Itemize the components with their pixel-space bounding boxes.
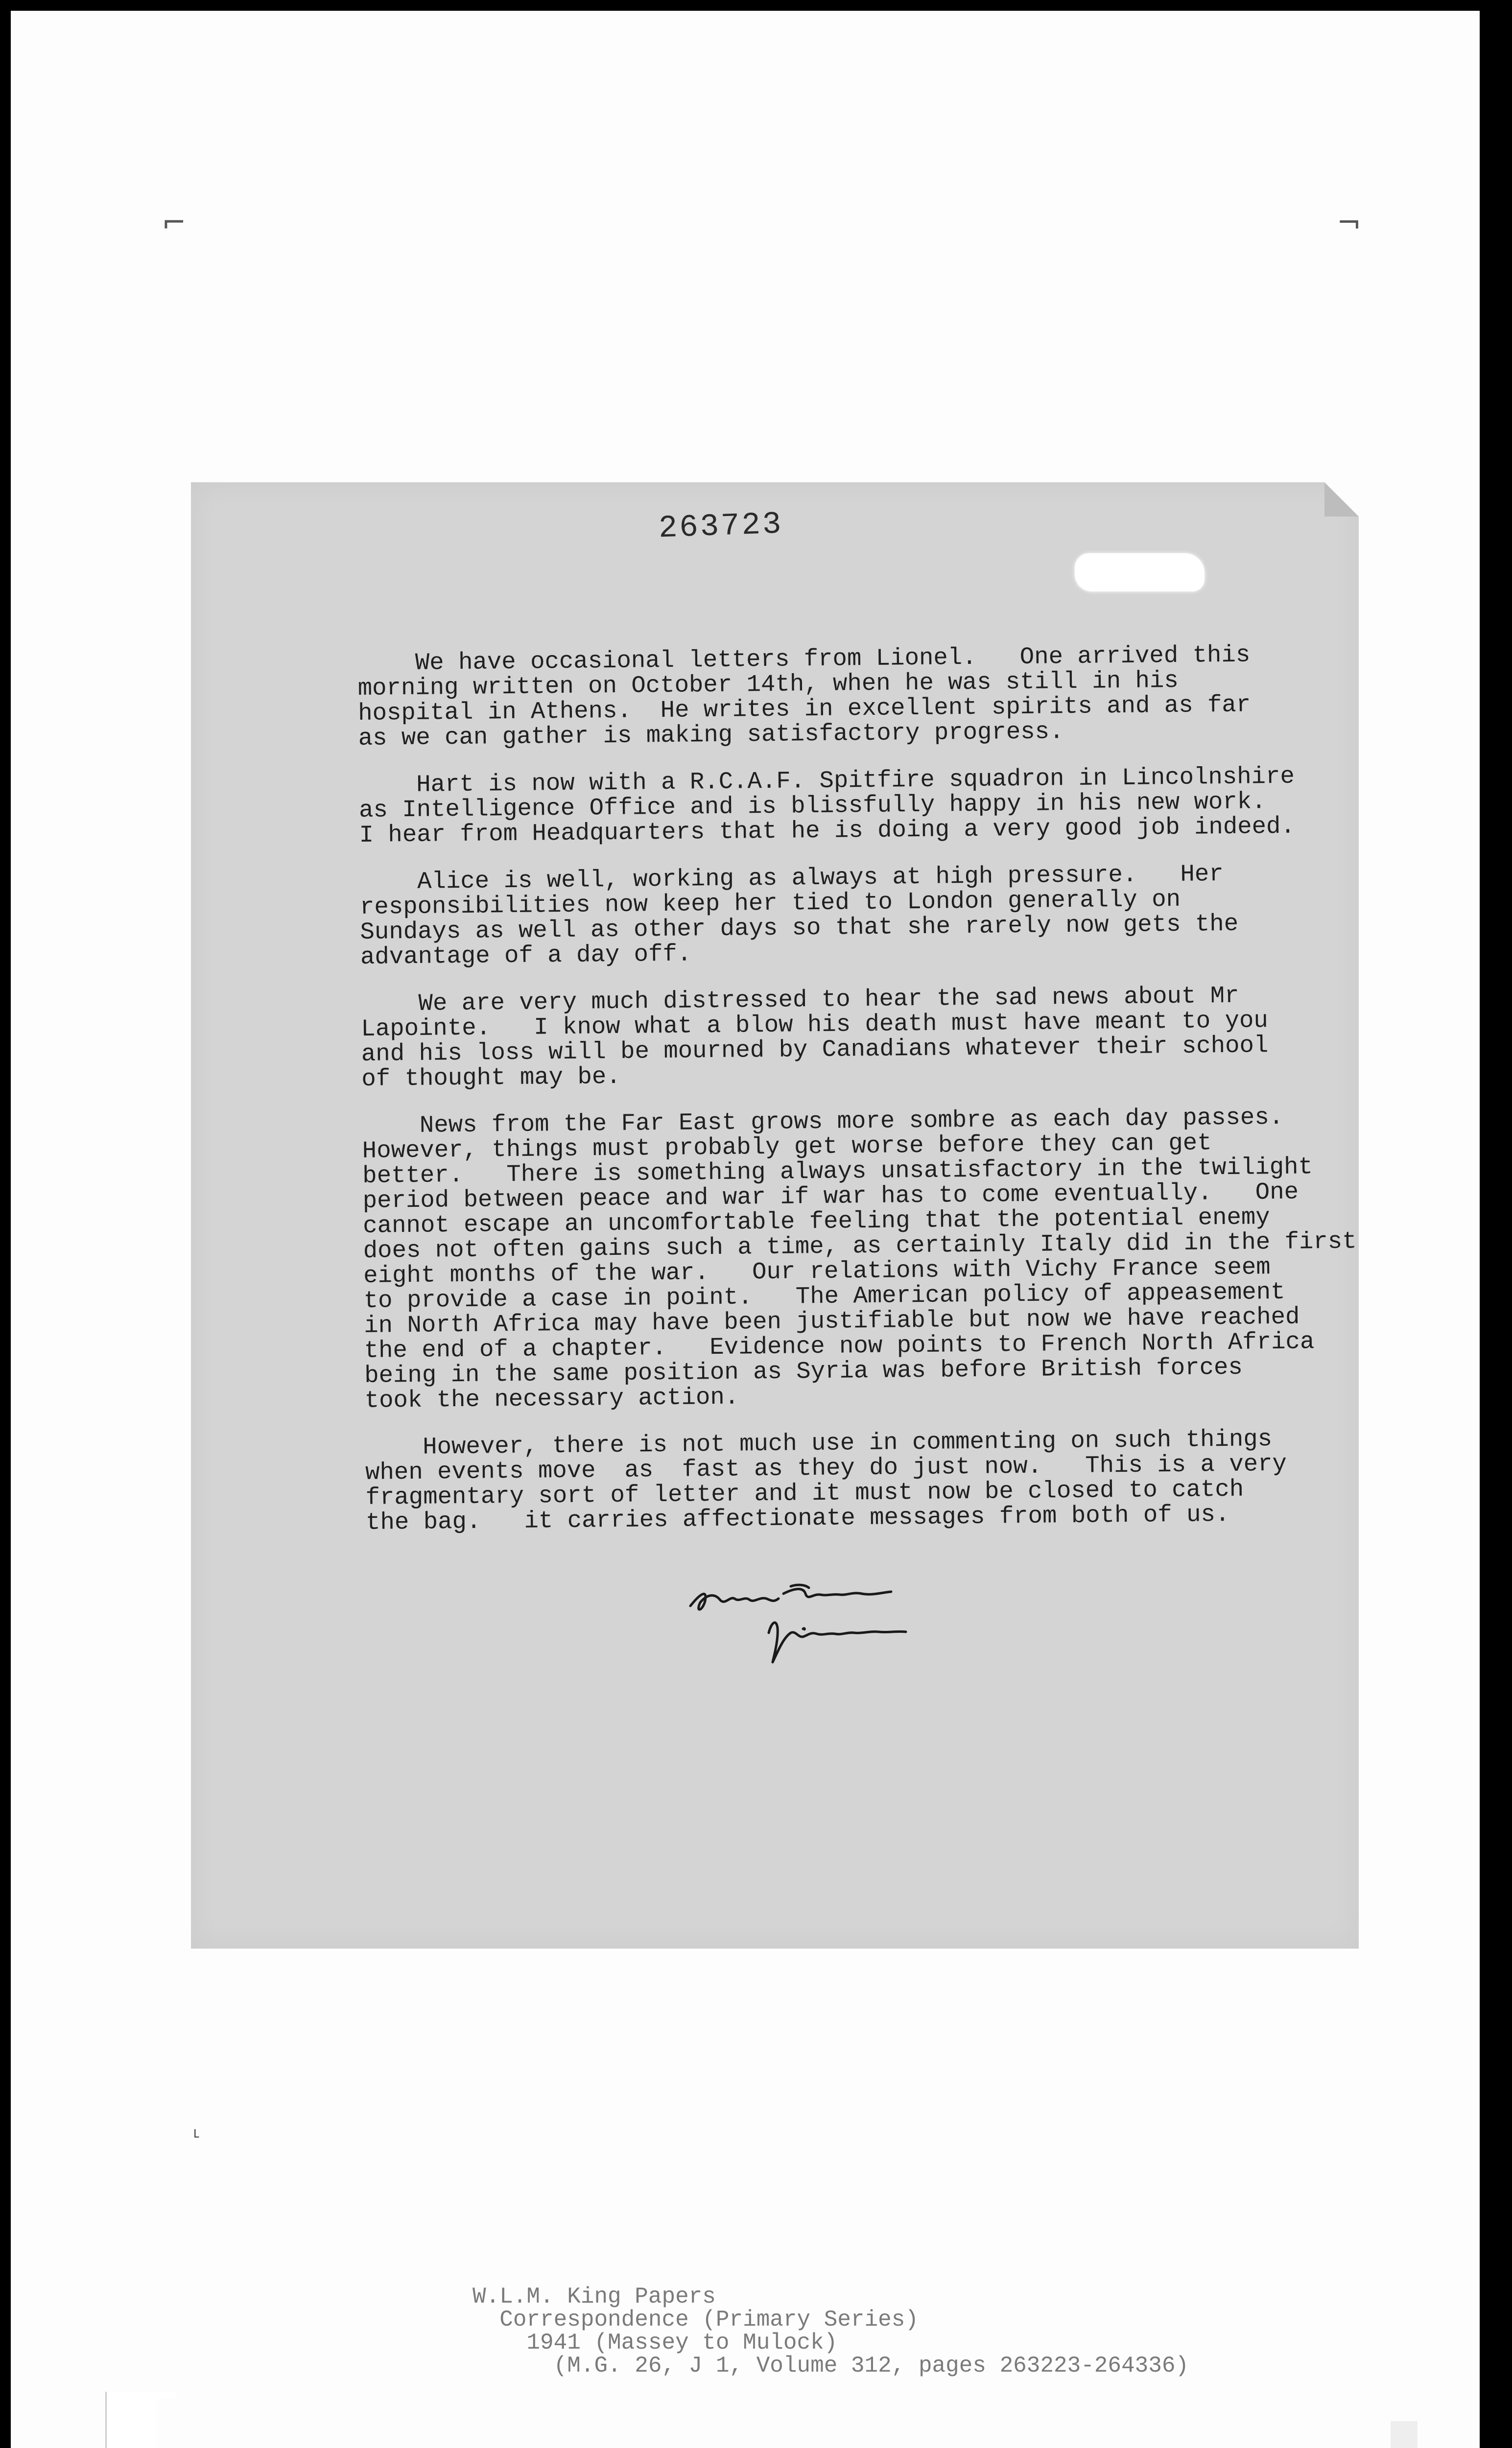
folded-corner: [1324, 482, 1359, 517]
paragraph-hart: Hart is now with a R.C.A.F. Spitfire squadron in Lincolnshire as Intelligence Office and is blissfully happy in his new work. I hear from Headquarters that he is doing a very good job indeed.: [358, 762, 1296, 849]
citation-label: [406, 2237, 1189, 2399]
crop-mark-bottom-left: ˪: [193, 2120, 200, 2142]
citation-line: (M.G. 26, J 1, Volume 312, pages 263223-264336): [472, 2353, 1189, 2378]
page-number: 263723: [658, 507, 784, 547]
paragraph-alice: Alice is well, working as always at high pressure. Her responsibilities now keep her tied to London generally on Sundays as well as other days so that she rarely now gets the advantage of a day off.: [359, 860, 1239, 971]
citation-line: W.L.M. King Papers: [472, 2284, 716, 2309]
paragraph-lapointe: We are very much distressed to hear the sad news about Mr Lapointe. I know what a blow his death must have meant to you and his loss will be mourned by Canadians whatever their school of thought may be.: [360, 982, 1269, 1093]
signature-drawing: [685, 1559, 960, 1672]
paragraph-closing: However, there is not much use in commenting on such things when events move as fast as they do just now. This is a very fragmentary sort of letter and it must now be closed to catch the bag. it carries affectionate messages from both of us.: [365, 1425, 1287, 1536]
citation-line: 1941 (Massey to Mulock): [472, 2330, 838, 2355]
white-correction-patch: [1075, 553, 1205, 591]
letter-body: [357, 641, 1380, 1557]
paragraph-far-east: News from the Far East grows more sombre as each day passes. However, things must probably get worse before they can get better. There is something always unsatisfactory in the twilight period between peace and war if war has to come eventually. One cannot escape an uncomfortable feeling that the potential enemy does not often gains such a time, as certainly Italy did in the first eight months of the war. Our relations with Vichy France seem to provide a case in point. The American policy of appeasement in North Africa may have been justifiable but now we have reached the end of a chapter. Evidence now points to French North Africa being in the same position as Syria was before British forces took the necessary action.: [362, 1103, 1357, 1414]
stamp-right-edge: [1391, 2421, 1418, 2448]
handwritten-signature: [685, 1559, 960, 1672]
crop-mark-top-left: ⌐: [162, 206, 187, 240]
paragraph-lionel: We have occasional letters from Lionel. One arrived this morning written on October 14th, when he was still in his hospital in Athens. He writes in excellent spirits and as far as we can gather is making satisfactory progress.: [357, 641, 1251, 752]
crop-mark-top-right: ¬: [1337, 206, 1362, 240]
archive-stamp: [157, 2399, 1449, 2448]
citation-line: Correspondence (Primary Series): [472, 2307, 919, 2332]
